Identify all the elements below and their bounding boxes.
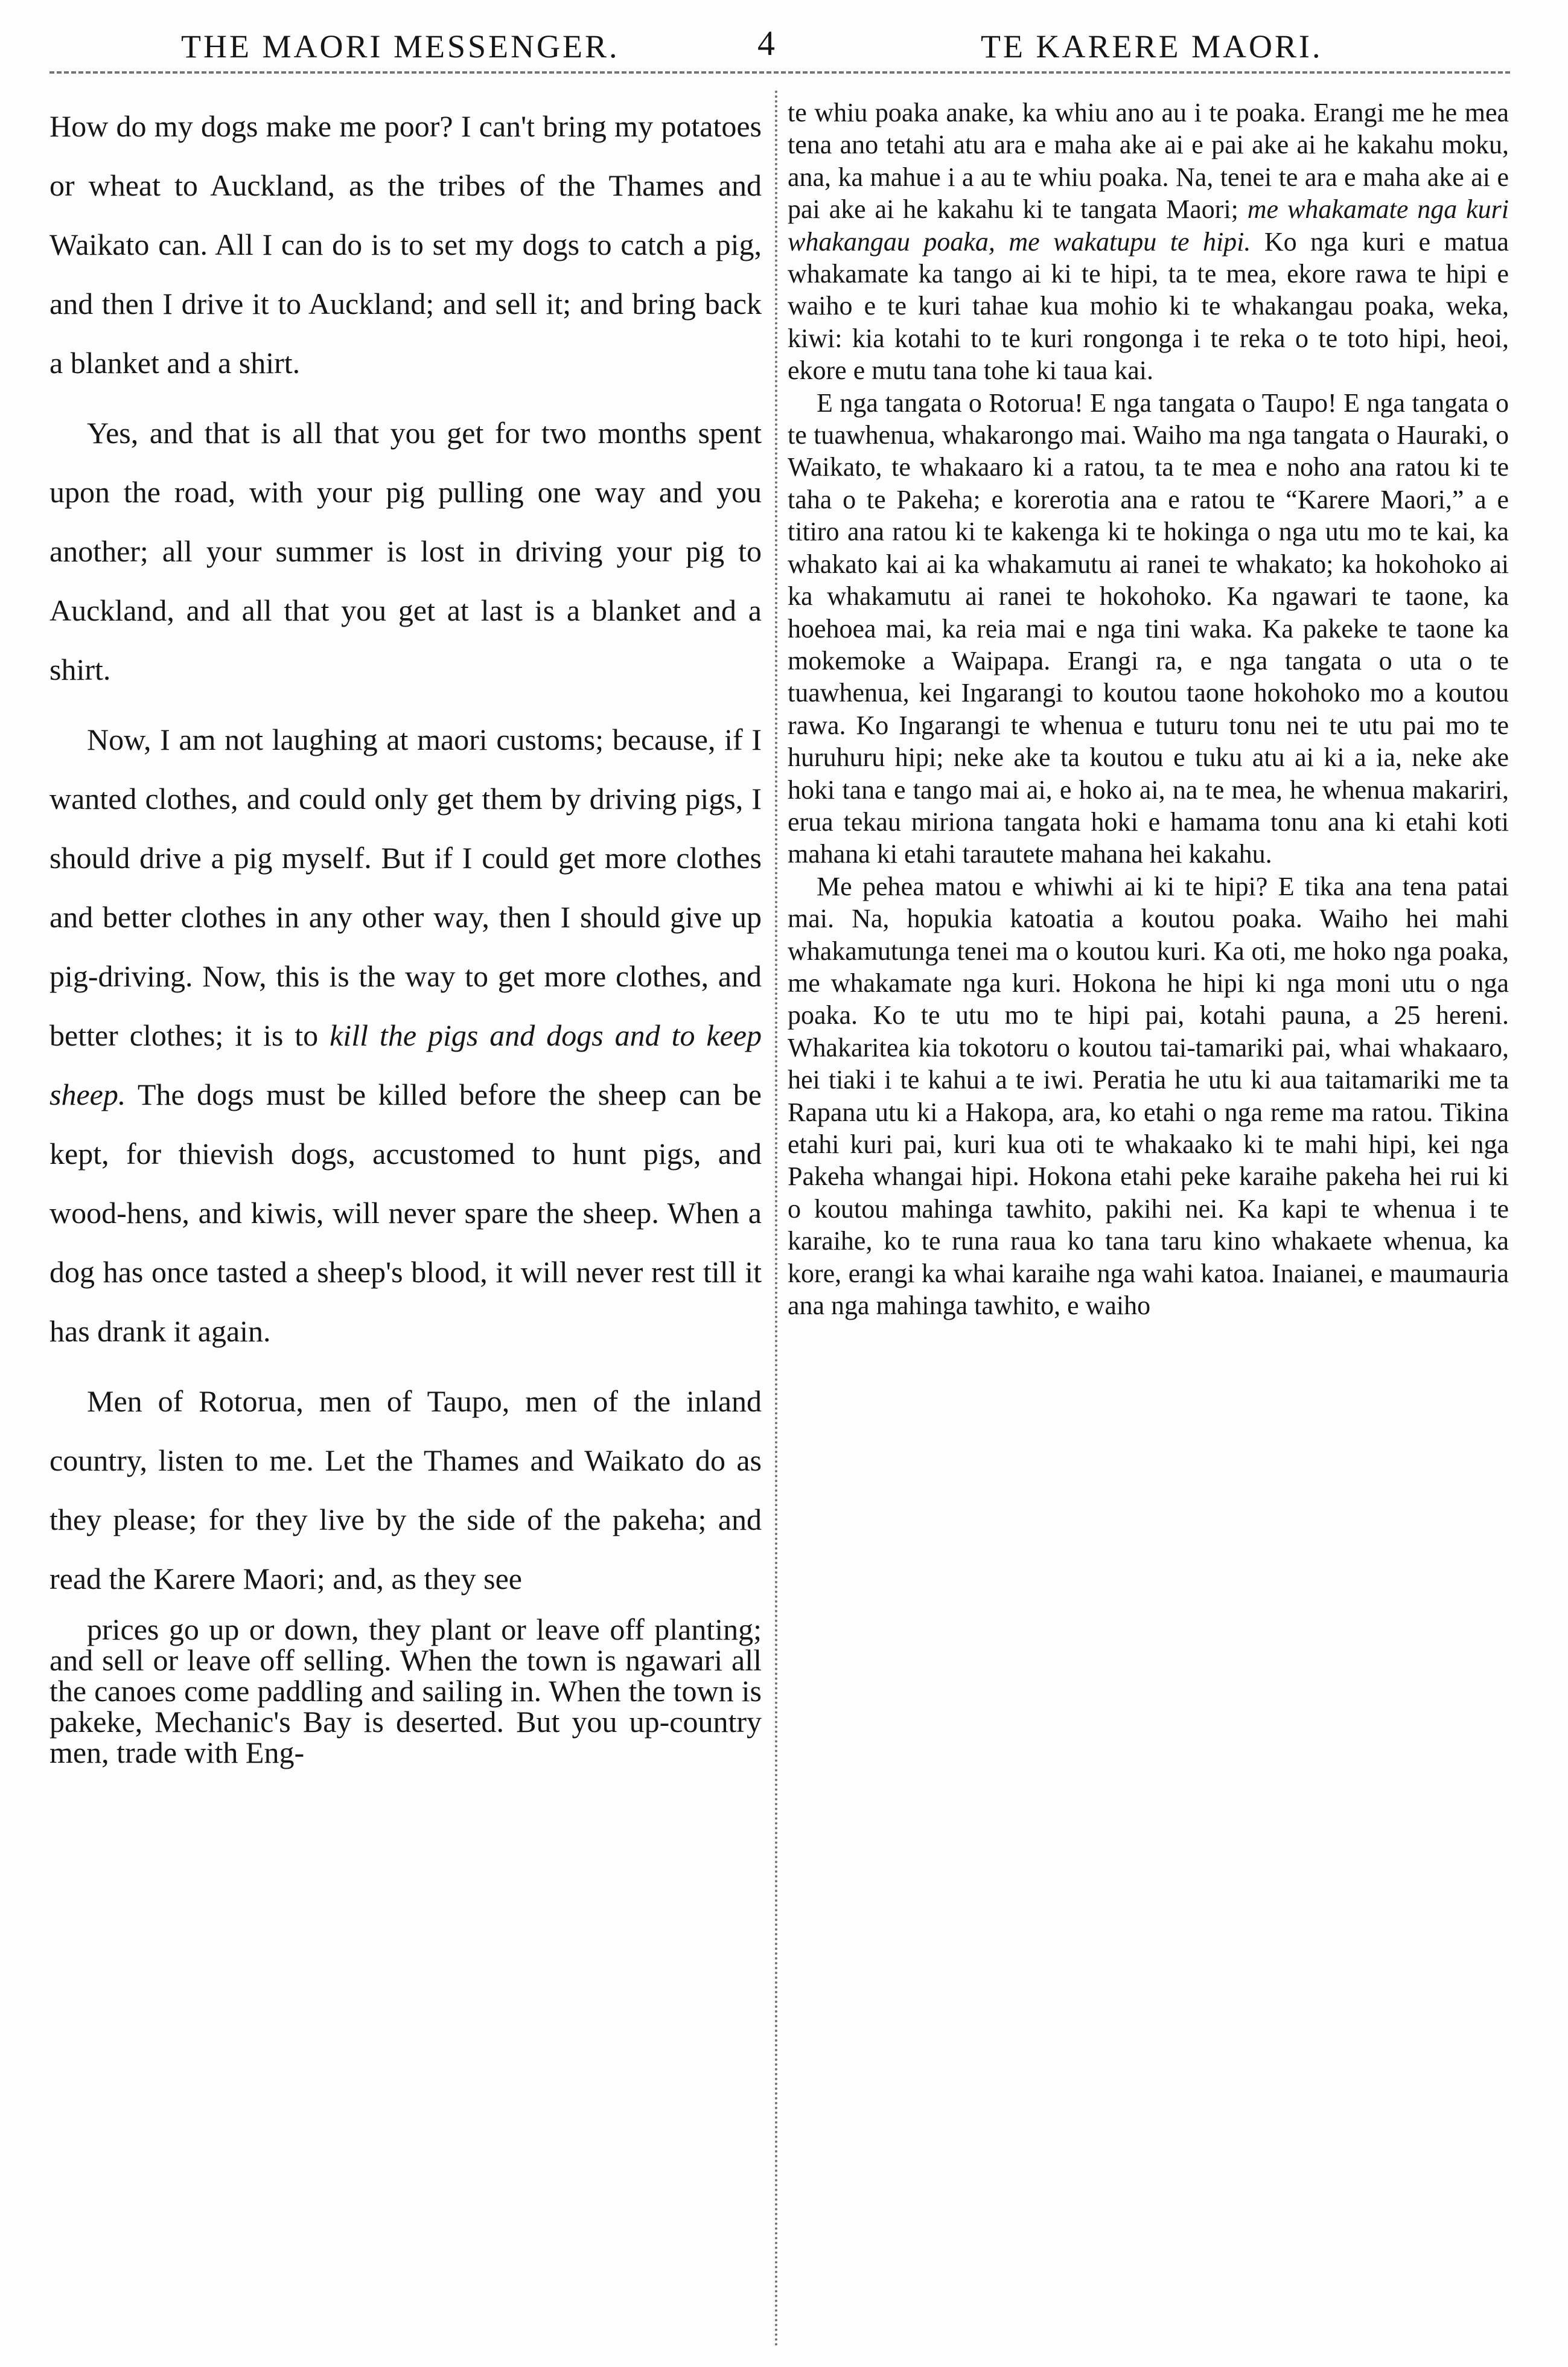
maori-paragraph: E nga tangata o Rotorua! E nga tangata o Taupo! E nga tangata o te tuawhenua, whakarongo mai. Waiho ma nga tangata o Hauraki, o Waikato, te whakaaro ki a ratou, ta te mea e noho ana ratou ki te taha o te Pakeha; e korerotia ana e ratou te “Karere Maori,” a e titiro ana ratou ki te kakenga ki te hokinga o nga utu mo te kai, ka whakato kai ai ka whakamutu ai ranei te whakato; ka hokohoko ai ka whakamutu ai ranei te hokohoko. Ka ngawari te taone, ka hoehoea mai, ka reia mai e nga tini waka. Ka pakeke te taone ka mokemoke a Waipapa. Erangi ra, e nga tangata o uta o te tuawhenua, kei Ingarangi to koutou taone hokohoko mo a koutou rawa. Ko Ingarangi te whenua e tuturu tonu nei te utu pai mo te huruhuru hipi; neke ake ta koutou e tuku atu ai ki a ia, neke ake hoki tana e tango mai ai, e hoko ai, na te mea, he whenua makariri, erua tekau miriona tangata hoki e hamama tonu ana ki etahi koti mahana ki etahi tarautete mahana hei kakahu. — [788, 388, 1509, 869]
page-number: 4 — [757, 24, 775, 63]
maori-column — [788, 97, 1509, 1321]
header-rule — [49, 71, 1510, 74]
maori-paragraph: Me pehea matou e whiwhi ai ki te hipi? E tika ana tena patai mai. Na, hopukia katoatia a koutou poaka. Waiho hei mahi whakamutunga tenei ma o koutou kuri. Ka oti, me hoko nga poaka, me whakamate nga kuri. Hokona he hipi ki nga moni utu o nga poaka. Ko te utu mo te hipi pai, kotahi pauna, a 25 hereni. Whakaritea kia tokotoru o koutou tai-tamariki pai, whai whakaaro, hei tiaki i te kahui a te iwi. Peratia he utu ki aua taitamariki me ta Rapana utu ki a Hakopa, ara, ko etahi o nga reme ma ratou. Tikina etahi kuri pai, kuri kua oti te whakaako ki te mahi hipi, kei nga Pakeha whangai hipi. Hokona etahi peke karaihe pakeha hei rui ki o koutou mahinga tawhito, pakihi nei. Ka kapi te whenua i te karaihe, ko te runa raua ko tana taru kino whakaete whenua, ka kore, erangi ka whai karaihe nga wahi katoa. Inaianei, e maumauria ana nga mahinga tawhito, e waiho — [788, 871, 1509, 1321]
maori-masthead-title: TE KARERE MAORI. — [981, 28, 1323, 65]
english-paragraph: Men of Rotorua, men of Taupo, men of the inland country, listen to me. Let the Thames and Waikato do as they please; for they live by the side of the pakeha; and read the Karere Maori; and, as they see — [49, 1384, 762, 1596]
english-paragraph: Now, I am not laughing at maori customs; because, if I wanted clothes, and could only get them by driving pigs, I should drive a pig myself. But if I could get more clothes and better clothes in any other way, then I should give up pig-driving. Now, this is the way to get more clothes, and better clothes; it is to kill the pigs and dogs and to keep sheep. The dogs must be killed before the sheep can be kept, for thievish dogs, accustomed to hunt pigs, and wood-hens, and kiwis, will never spare the sheep. When a dog has once tasted a sheep's blood, it will never rest till it has drank it again. — [49, 723, 762, 1348]
english-masthead-title: THE MAORI MESSENGER. — [181, 28, 620, 65]
english-italic-phrase: kill the pigs and dogs and to keep sheep. — [49, 1018, 762, 1111]
running-head — [0, 17, 1568, 71]
english-paragraph: How do my dogs make me poor? I can't bring my potatoes or wheat to Auckland, as the tribes of the Thames and Waikato can. All I can do is to set my dogs to catch a pig, and then I drive it to Auckland; and sell it; and bring back a blanket and a shirt. — [49, 109, 762, 380]
english-column — [49, 97, 762, 1768]
maori-italic-phrase: me whakamate nga kuri whakangau poaka, me wakatupu te hipi. — [788, 194, 1509, 257]
column-divider — [775, 91, 777, 2348]
maori-paragraph: te whiu poaka anake, ka whiu ano au i te poaka. Erangi me he mea tena ano tetahi atu ara e maha ake ai e pai ake ai he kakahu moku, ana, ka mahue i a au te whiu poaka. Na, tenei te ara e maha ake ai e pai ake ai he kakahu ki te tangata Maori; me whakamate nga kuri whakangau poaka, me wakatupu te hipi. Ko nga kuri e matua whakamate ka tango ai ki te hipi, ta te mea, ekore rawa te hipi e waiho e te kuri tahae kua mohio ki te whakangau poaka, weka, kiwi: kia kotahi to te kuri rongonga i te reka o te toto hipi, heoi, ekore e mutu tana tohe ki taua kai. — [788, 98, 1509, 386]
english-paragraph: Yes, and that is all that you get for two months spent upon the road, with your pig pulling one way and you another; all your summer is lost in driving your pig to Auckland, and all that you get at last is a blanket and a shirt. — [49, 416, 762, 686]
english-paragraph: prices go up or down, they plant or leave off planting; and sell or leave off selling. When the town is ngawari all the canoes come paddling and sailing in. When the town is pakeke, Mechanic's Bay is deserted. But you up-country men, trade with Eng- — [49, 1612, 762, 1769]
